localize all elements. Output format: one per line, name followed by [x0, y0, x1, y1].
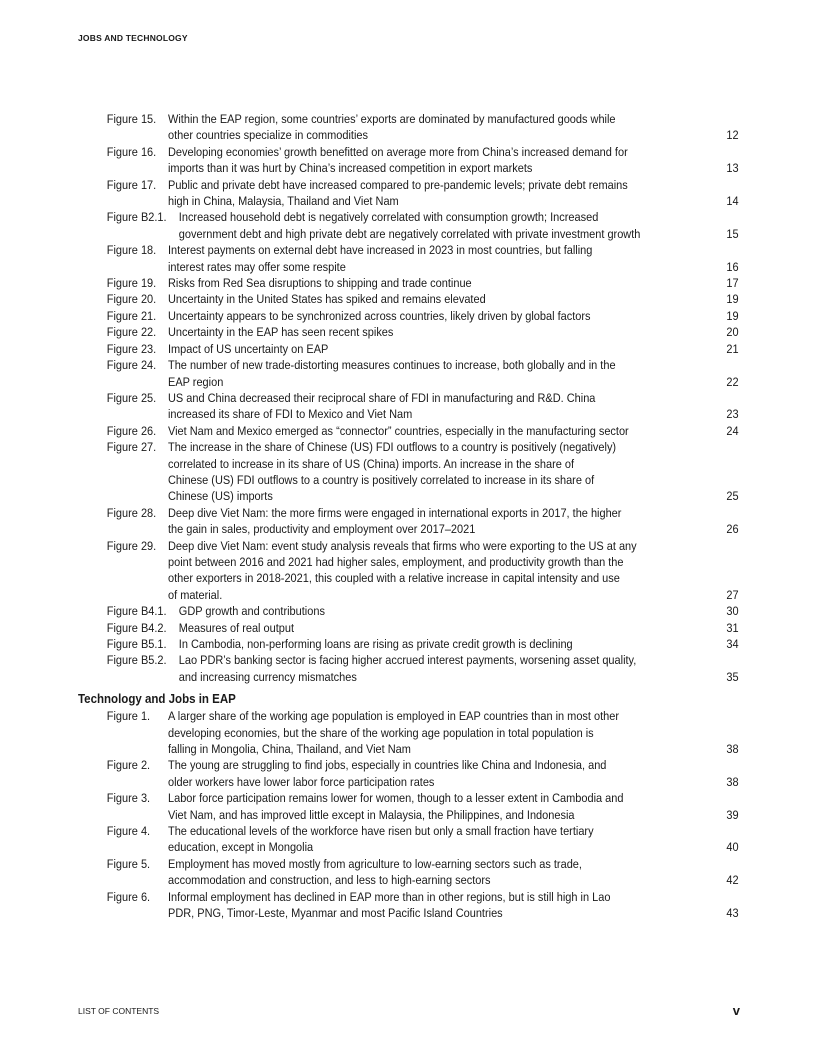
toc-entry-title-line: Interest payments on external debt have increased in 2023 in most countries, but falling [168, 243, 593, 258]
toc-entry-title-line: Deep dive Viet Nam: the more firms were engaged in international exports in 2017, the higher [168, 505, 622, 520]
toc-entry-label: Figure 15. [106, 112, 157, 126]
toc-entry-title-line: accommodation and construction, and less to high-earning sectors [168, 873, 491, 888]
toc-entry-label: Figure 23. [106, 341, 157, 356]
toc-entry-title-line: Measures of real output [178, 620, 295, 635]
footer-label: LIST OF CONTENTS [78, 1006, 160, 1016]
toc-entry-title-line: The educational levels of the workforce have risen but only a small fraction have tertiary [168, 824, 594, 839]
toc-entry[interactable] [78, 291, 739, 307]
toc-entry[interactable] [78, 209, 739, 242]
toc-entry-title-line: In Cambodia, non-performing loans are rising as private credit growth is declining [178, 637, 573, 651]
toc-entry-title-line: developing economies, but the share of the working age population in total population is [168, 725, 594, 740]
toc-entry-page: 24 [726, 423, 739, 438]
running-head: JOBS AND TECHNOLOGY [78, 33, 188, 43]
toc-entry-page: 15 [726, 226, 739, 241]
toc-entry[interactable] [78, 652, 739, 685]
toc-entry-title-line: The increase in the share of Chinese (US) FDI outflows to a country is positively (negatively) [168, 440, 617, 455]
toc-entry-page: 16 [726, 259, 739, 274]
toc-entry[interactable] [78, 790, 739, 823]
toc-entry-label: Figure 6. [106, 889, 151, 904]
toc-entry-label: Figure 22. [106, 325, 157, 340]
toc-entry-title-line: falling in Mongolia, China, Thailand, and Viet Nam [168, 742, 411, 757]
toc-entry-label: Figure B4.1. [106, 604, 167, 619]
toc-entry[interactable] [78, 708, 739, 757]
toc-entry-title-line: of material. [168, 587, 223, 602]
toc-entry-title-line: US and China decreased their reciprocal share of FDI in manufacturing and R&D. China [168, 390, 596, 405]
toc-entry-title-line: other countries specialize in commodities [168, 128, 368, 143]
toc-entry[interactable] [78, 757, 739, 790]
toc-entry-label: Figure 19. [106, 276, 157, 291]
toc-entry-page: 42 [726, 873, 739, 888]
toc-entry-label: Figure 24. [106, 358, 157, 373]
toc-entry[interactable] [78, 439, 739, 505]
toc-entry-label: Figure B5.1. [106, 637, 167, 651]
toc-entry[interactable] [78, 341, 739, 357]
toc-entry[interactable] [78, 889, 739, 922]
toc-entry-title-line: A larger share of the working age population is employed in EAP countries than in most other [168, 709, 619, 724]
toc-entry-label: Figure 3. [106, 791, 151, 806]
toc-entry-page: 35 [726, 669, 739, 684]
toc-entry-title-line: Uncertainty in the EAP has seen recent spikes [168, 325, 394, 340]
toc-entry-title-line: Public and private debt have increased compared to pre-pandemic levels; private debt remains [168, 177, 628, 192]
toc-entry-title-line: Developing economies’ growth benefitted on average more from China’s increased demand for [168, 144, 628, 159]
table-of-figures [78, 111, 740, 922]
toc-entry-title-line: The number of new trade-distorting measures continues to increase, both globally and in the [168, 358, 616, 373]
toc-entry-page: 20 [726, 325, 739, 340]
toc-entry-title-line: government debt and high private debt are negatively correlated with private investment growth [178, 226, 641, 241]
toc-entry-title-line: Uncertainty appears to be synchronized across countries, likely driven by global factors [168, 308, 591, 323]
toc-entry[interactable] [78, 636, 739, 652]
toc-entry-title-line: Uncertainty in the United States has spiked and remains elevated [168, 292, 486, 307]
toc-entry[interactable] [78, 144, 739, 177]
toc-entry-page: 39 [726, 807, 739, 822]
toc-entry-title-line: Lao PDR’s banking sector is facing higher accrued interest payments, worsening asset quality, [178, 653, 637, 668]
toc-entry-title-line: Informal employment has declined in EAP more than in other regions, but is still high in Lao [168, 889, 611, 904]
toc-entry-label: Figure 27. [106, 440, 157, 455]
toc-entry-title-line: EAP region [168, 374, 224, 389]
toc-entry-label: Figure 2. [106, 758, 151, 773]
toc-entry-page: 23 [726, 407, 739, 422]
toc-entry-title-line: Within the EAP region, some countries’ exports are dominated by manufactured goods while [168, 112, 616, 126]
toc-entry-title-line: Viet Nam, and has improved little except in Malaysia, the Philippines, and Indonesia [168, 807, 575, 822]
toc-entry[interactable] [78, 275, 739, 291]
toc-entry[interactable] [78, 538, 739, 604]
toc-entry-title-line: Deep dive Viet Nam: event study analysis reveals that firms who were exporting to the US at any [168, 538, 637, 553]
toc-entry-page: 17 [726, 276, 739, 291]
section-heading: Technology and Jobs in EAP [78, 691, 236, 707]
toc-entry-title-line: interest rates may offer some respite [168, 259, 346, 274]
toc-entry[interactable] [78, 603, 739, 619]
toc-entry-label: Figure 18. [106, 243, 157, 258]
toc-entry-page: 34 [726, 637, 739, 651]
toc-entry-label: Figure B4.2. [106, 620, 167, 635]
toc-entry-page: 13 [726, 161, 739, 176]
toc-entry-label: Figure 16. [106, 144, 157, 159]
toc-entry[interactable] [78, 423, 739, 439]
toc-entry-page: 31 [726, 620, 739, 635]
toc-entry-title-line: increased its share of FDI to Mexico and Viet Nam [168, 407, 413, 422]
toc-entry-label: Figure 25. [106, 390, 157, 405]
toc-entry-label: Figure 29. [106, 538, 157, 553]
toc-entry[interactable] [78, 177, 739, 210]
toc-entry[interactable] [78, 242, 739, 275]
toc-entry-page: 26 [726, 522, 739, 537]
toc-entry-title-line: the gain in sales, productivity and employment over 2017–2021 [168, 522, 476, 537]
toc-entry-page: 19 [726, 308, 739, 323]
toc-entry[interactable] [78, 620, 739, 636]
toc-entry-label: Figure 1. [106, 709, 151, 724]
toc-entry[interactable] [78, 357, 739, 390]
toc-entry-page: 43 [726, 906, 739, 921]
toc-entry-title-line: correlated to increase in its share of US (China) imports. An increase in the share of [168, 456, 575, 471]
toc-entry-page: 30 [726, 604, 739, 619]
toc-entry[interactable] [78, 324, 739, 340]
toc-entry-title-line: older workers have lower labor force participation rates [168, 774, 435, 789]
toc-entry-label: Figure 4. [106, 824, 151, 839]
toc-entry-page: 27 [726, 587, 739, 602]
toc-entry-label: Figure 21. [106, 308, 157, 323]
toc-entry-label: Figure 17. [106, 177, 157, 192]
toc-part-2 [78, 708, 740, 921]
toc-entry-title-line: and increasing currency mismatches [178, 669, 357, 684]
toc-entry-title-line: Labor force participation remains lower for women, though to a lesser extent in Cambodia and [168, 791, 624, 806]
toc-entry-page: 40 [726, 840, 739, 855]
toc-part-1 [78, 111, 740, 685]
toc-entry-page: 22 [726, 374, 739, 389]
toc-entry-label: Figure 28. [106, 505, 157, 520]
toc-entry[interactable] [78, 856, 739, 889]
toc-entry-title-line: point between 2016 and 2021 had higher sales, employment, and productivity growth than the [168, 554, 624, 569]
toc-entry-page: 19 [726, 292, 739, 307]
toc-entry-page: 38 [726, 742, 739, 757]
toc-entry-label: Figure B5.2. [106, 653, 167, 668]
toc-entry-title-line: Viet Nam and Mexico emerged as “connector” countries, especially in the manufacturing sector [168, 423, 629, 438]
toc-entry-title-line: imports than it was hurt by China’s increased competition in export markets [168, 161, 533, 176]
toc-entry-title-line: Increased household debt is negatively correlated with consumption growth; Increased [178, 210, 599, 225]
toc-entry-title-line: Chinese (US) FDI outflows to a country is positively correlated to increase in its share of [168, 472, 595, 487]
toc-entry-page: 25 [726, 489, 739, 504]
toc-entry-title-line: Risks from Red Sea disruptions to shipping and trade continue [168, 276, 472, 291]
toc-entry-label: Figure 20. [106, 292, 157, 307]
toc-entry-page: 12 [726, 128, 739, 143]
toc-entry[interactable] [78, 505, 739, 538]
toc-entry[interactable] [78, 390, 739, 423]
toc-entry-title-line: Employment has moved mostly from agriculture to low-earning sectors such as trade, [168, 856, 582, 871]
page-number: v [732, 1003, 740, 1018]
toc-entry-title-line: PDR, PNG, Timor-Leste, Myanmar and most Pacific Island Countries [168, 906, 503, 921]
toc-entry-label: Figure 26. [106, 423, 157, 438]
toc-entry-label: Figure B2.1. [106, 210, 167, 225]
toc-entry-title-line: other exporters in 2018-2021, this coupled with a relative increase in capital intensity and use [168, 571, 620, 586]
toc-entry-title-line: Chinese (US) imports [168, 489, 273, 504]
toc-entry[interactable] [78, 111, 739, 144]
toc-entry[interactable] [78, 823, 739, 856]
toc-entry-title-line: Impact of US uncertainty on EAP [168, 341, 329, 356]
toc-entry-label: Figure 5. [106, 856, 151, 871]
toc-entry-page: 14 [726, 194, 739, 209]
toc-entry-page: 21 [726, 341, 739, 356]
toc-entry[interactable] [78, 308, 739, 324]
toc-entry-title-line: The young are struggling to find jobs, especially in countries like China and Indonesia, and [168, 758, 607, 773]
toc-entry-title-line: high in China, Malaysia, Thailand and Viet Nam [168, 194, 399, 209]
toc-entry-title-line: education, except in Mongolia [168, 840, 314, 855]
toc-entry-title-line: GDP growth and contributions [178, 604, 325, 619]
toc-entry-page: 38 [726, 774, 739, 789]
